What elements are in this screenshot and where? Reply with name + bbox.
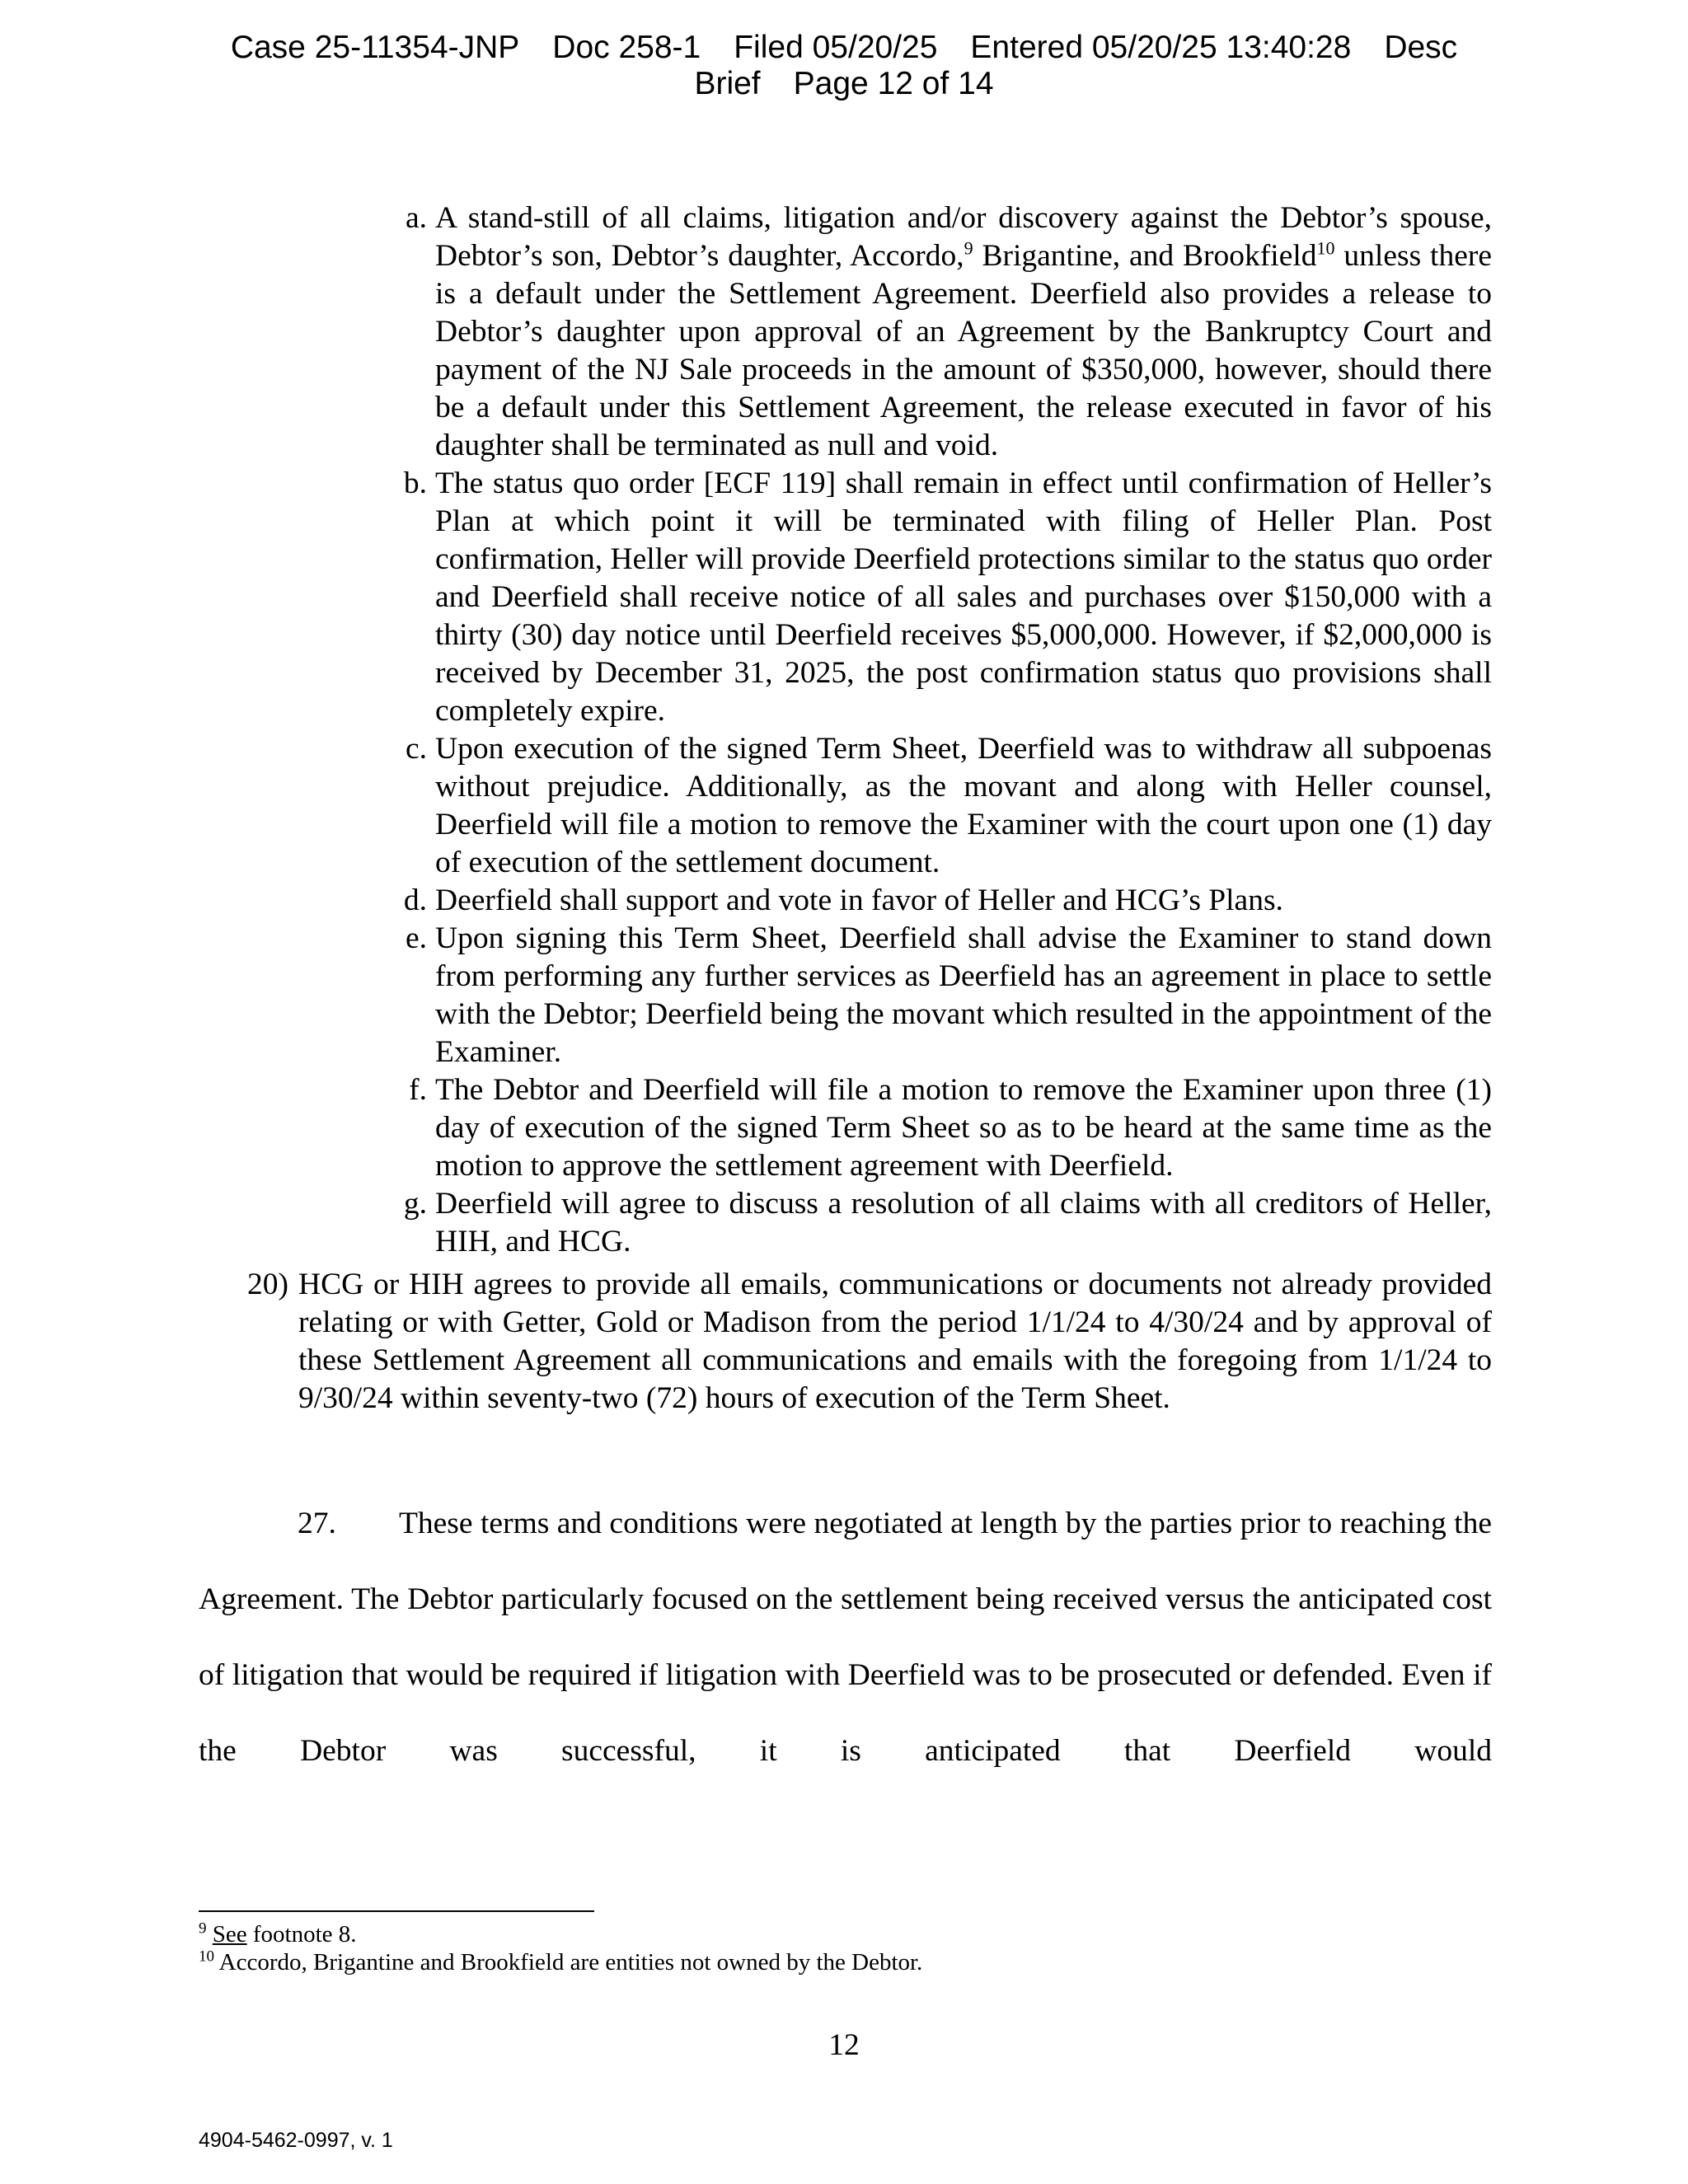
settlement-terms-list xyxy=(403,199,1492,1261)
footnote-9 xyxy=(199,1920,1492,1948)
list-item-text: Upon execution of the signed Term Sheet, Deerfield was to withdraw all subpoenas without prejudice. Additionally, as the movant and along with Heller counsel, Deerfield will file a motion to remove the Examiner with the court upon one (1) day of execution of the settlement document. xyxy=(435,732,1492,879)
list-item xyxy=(403,465,1492,730)
footnote-10 xyxy=(199,1948,1492,1976)
desc-label: Desc xyxy=(1384,30,1458,65)
footnotes xyxy=(199,1920,1492,1976)
list-item xyxy=(405,199,1492,465)
list-item xyxy=(409,1071,1492,1185)
brief-label: Brief xyxy=(694,66,761,101)
footnote-text: footnote 8. xyxy=(246,1921,357,1947)
header-line-2 xyxy=(0,66,1688,102)
footnote-number: 10 xyxy=(199,1947,214,1966)
list-item-text: Upon signing this Term Sheet, Deerfield shall advise the Examiner to stand down from performing any further services as Deerfield has an agreement in place to settle with the Debtor; Deerfield being the movant which resulted in the appointment of the Examiner. xyxy=(435,921,1492,1069)
footnote-text: Accordo, Brigantine and Brookfield are entities not owned by the Debtor. xyxy=(214,1949,923,1975)
paragraph-text: These terms and conditions were negotiated at length by the parties prior to reaching the Agreement. The Debtor particularly focused on the settlement being received versus the anticipated cost of litigation that would be required if litigation with Deerfield was to be prosecuted or defended. Even if the Debtor was successful, it is anticipated that Deerfield would xyxy=(199,1507,1492,1768)
document-id: 4904-5462-0997, v. 1 xyxy=(199,2129,393,2152)
list-item-letter: b. xyxy=(403,466,427,500)
footnote-see: See xyxy=(212,1921,247,1947)
page-count: Page 12 of 14 xyxy=(793,66,994,101)
filed-date: Filed 05/20/25 xyxy=(734,30,938,65)
footnote-ref-10: 10 xyxy=(1316,237,1335,259)
paragraph-27 xyxy=(199,1486,1492,1789)
numbered-item-text: HCG or HIH agrees to provide all emails, communications or documents not already provided relating or with Getter, Gold or Madison from the period 1/1/24 to 4/30/24 and by approval of these Settlement Agreement all communications and emails with the foregoing from 1/1/24 to 9/30/24 within seventy-two (72) hours of execution of the Term Sheet. xyxy=(298,1268,1492,1415)
court-filing-header xyxy=(0,30,1688,102)
list-item xyxy=(405,920,1492,1071)
list-item-letter: e. xyxy=(405,921,427,955)
list-item-text: The status quo order [ECF 119] shall remain in effect until confirmation of Heller’s Plan at which point it will be terminated with filing of Heller Plan. Post confirmation, Heller will provide Deerfield protections similar to the status quo order and Deerfield shall receive notice of all sales and purchases over $150,000 with a thirty (30) day notice until Deerfield receives $5,000,000. However, if $2,000,000 is received by December 31, 2025, the post confirmation status quo provisions shall completely expire. xyxy=(435,466,1492,728)
list-item xyxy=(405,730,1492,882)
list-item-letter: g. xyxy=(403,1187,427,1221)
list-item-letter: c. xyxy=(405,732,427,766)
doc-number: Doc 258-1 xyxy=(552,30,701,65)
numbered-item-20 xyxy=(247,1266,1492,1418)
list-item-letter: d. xyxy=(403,883,427,917)
footnote-divider xyxy=(199,1910,594,1912)
list-item-text: Deerfield shall support and vote in favor of Heller and HCG’s Plans. xyxy=(435,883,1283,917)
paragraph-number: 27. xyxy=(298,1507,336,1540)
footnote-ref-9: 9 xyxy=(964,237,973,259)
list-item-text: Deerfield will agree to discuss a resolution of all claims with all creditors of Heller, HIH, and HCG. xyxy=(435,1187,1492,1258)
numbered-item-number: 20) xyxy=(247,1268,288,1301)
list-item xyxy=(403,882,1492,920)
list-item-letter: f. xyxy=(409,1073,427,1107)
list-item-text: The Debtor and Deerfield will file a motion to remove the Examiner upon three (1) day of execution of the signed Term Sheet so as to be heard at the same time as the motion to approve the settlement agreement with Deerfield. xyxy=(435,1073,1492,1183)
list-item-letter: a. xyxy=(405,201,427,235)
footnote-number: 9 xyxy=(199,1919,207,1938)
entered-date: Entered 05/20/25 13:40:28 xyxy=(970,30,1352,65)
case-number: Case 25-11354-JNP xyxy=(230,30,520,65)
header-line-1 xyxy=(0,30,1688,66)
list-item-text: A stand-still of all claims, litigation and/or discovery against the Debtor’s spouse, Debtor’s son, Debtor’s daughter, Accordo,$^9$ Brigantine, and Brookfield$^{10}$ unless there is a default under the Settlement Agreement. Deerfield also provides a release to Debtor’s daughter upon approval of an Agreement by the Bankruptcy Court and payment of the NJ Sale proceeds in the amount of $350,000, however, should there be a default under this Settlement Agreement, the release executed in favor of his daughter shall be terminated as null and void. xyxy=(435,201,1492,462)
page-number: 12 xyxy=(828,2028,860,2062)
list-item xyxy=(403,1185,1492,1261)
